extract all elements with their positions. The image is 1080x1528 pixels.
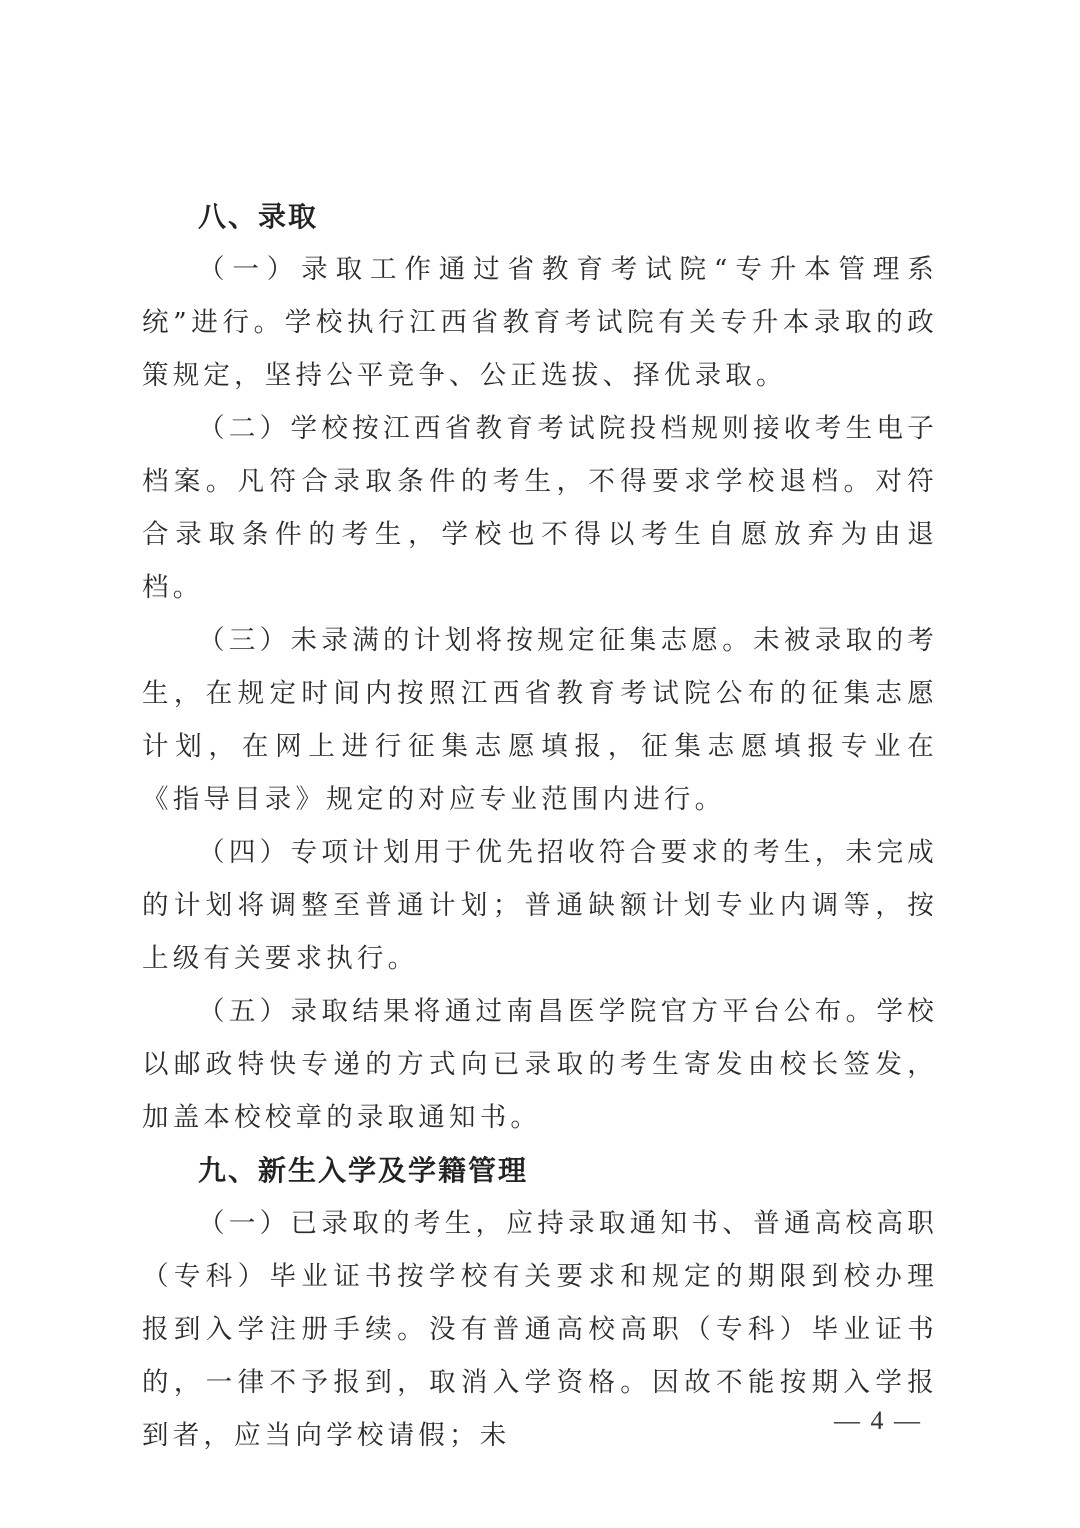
document-body — [142, 190, 938, 1462]
section-heading-enrollment: 九、新生入学及学籍管理 — [198, 1154, 529, 1187]
paragraph-admission-5: （五）录取结果将通过南昌医学院官方平台公布。学校以邮政特快专递的方式向已录取的考生寄发由校长签发，加盖本校校章的录取通知书。 — [142, 996, 938, 1133]
paragraph-enrollment-1: （一）已录取的考生，应持录取通知书、普通高校高职（专科）毕业证书按学校有关要求和规定的期限到校办理报到入学注册手续。没有普通高校高职（专科）毕业证书的，一律不予报到，取消入学资格。因故不能按期入学报到者，应当向学校请假；未 — [142, 1208, 938, 1451]
paragraph-admission-2: （二）学校按江西省教育考试院投档规则接收考生电子档案。凡符合录取条件的考生，不得要求学校退档。对符合录取条件的考生，学校也不得以考生自愿放弃为由退档。 — [142, 413, 938, 603]
paragraph-admission-4: （四）专项计划用于优先招收符合要求的考生，未完成的计划将调整至普通计划；普通缺额计划专业内调等，按上级有关要求执行。 — [142, 837, 938, 974]
section-heading-admission: 八、录取 — [198, 200, 319, 233]
paragraph-admission-3: （三）未录满的计划将按规定征集志愿。未被录取的考生，在规定时间内按照江西省教育考试院公布的征集志愿计划，在网上进行征集志愿填报，征集志愿填报专业在《指导目录》规定的对应专业范围内进行。 — [142, 625, 938, 815]
paragraph-admission-1: （一）录取工作通过省教育考试院“专升本管理系统”进行。学校执行江西省教育考试院有关专升本录取的政策规定，坚持公平竞争、公正选拔、择优录取。 — [142, 254, 938, 391]
page-number: — 4 — — [834, 1406, 922, 1435]
